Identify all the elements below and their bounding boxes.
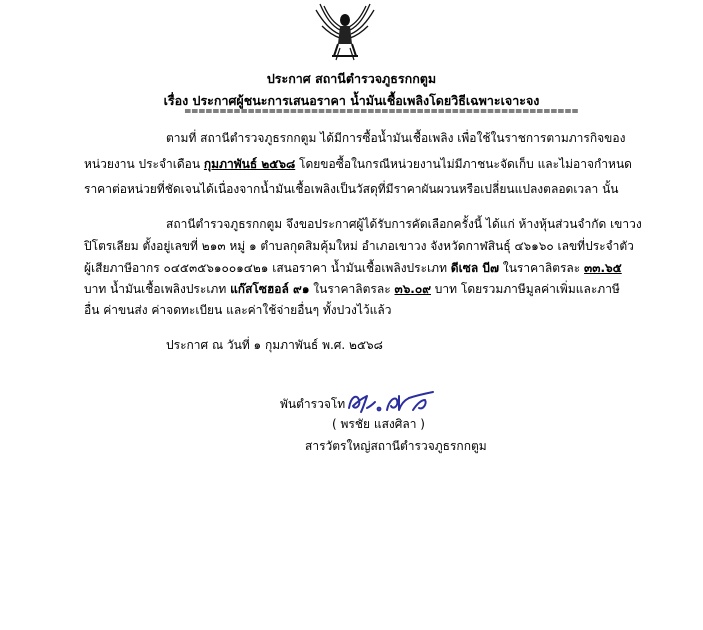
gasohol-price: ๓๖.๐๙ xyxy=(394,282,431,296)
announcement-subject: เรื่อง ประกาศผู้ชนะการเสนอราคา น้ำมันเชื้อเพลิงโดยวิธีเฉพาะเจาะจง xyxy=(163,93,540,108)
para1-line1: ตามที่ สถานีตำรวจภูธรกกตูม ได้มีการซื้อน้ำมันเชื้อเพลิง เพื่อใช้ในราชการตามภารกิจของ xyxy=(166,131,626,145)
para2-line4-pre: บาท น้ำมันเชื้อเพลิงประเภท xyxy=(84,282,231,296)
signatory-position: สารวัตรใหญ่สถานีตำรวจภูธรกกตูม xyxy=(305,439,487,453)
para2-line3 xyxy=(84,260,622,276)
handwritten-signature-icon xyxy=(343,386,443,418)
para2-line5: อื่น ค่าขนส่ง ค่าจดทะเบียน และค่าใช้จ่ายอื่นๆ ทั้งปวงไว้แล้ว xyxy=(84,303,392,317)
para1-line3: ราคาต่อหน่วยที่ชัดเจนได้เนื่องจากน้ำมันเชื้อเพลิงเป็นวัสดุที่มีราคาผันผวนหรือเปลี่ยนแปลงตลอดเวลา นั้น xyxy=(84,182,619,196)
month-highlight: กุมภาพันธ์ ๒๕๖๘ xyxy=(203,157,296,171)
para1-line2-post: โดยขอซื้อในกรณีหน่วยงานไม่มีภาชนะจัดเก็บ และไม่อาจกำหนด xyxy=(295,157,632,171)
para2-line3-mid: ในราคาลิตรละ xyxy=(499,261,585,275)
separator-line: ======================================================== xyxy=(184,107,579,117)
diesel-price: ๓๓.๖๕ xyxy=(584,261,622,275)
diesel-fuel-type: ดีเซล บี๗ xyxy=(450,261,500,275)
announcement-date: ประกาศ ณ วันที่ ๑ กุมภาพันธ์ พ.ศ. ๒๕๖๘ xyxy=(166,338,383,352)
gasohol-fuel-type: แก๊สโซฮอล์ ๙๑ xyxy=(230,282,310,296)
announcement-title: ประกาศ สถานีตำรวจภูธรกกตูม xyxy=(266,71,437,86)
para2-line4-mid: ในราคาลิตรละ xyxy=(309,282,395,296)
para1-line2-pre: หน่วยงาน ประจำเดือน xyxy=(84,157,204,171)
para2-line4-post: บาท โดยรวมภาษีมูลค่าเพิ่มและภาษี xyxy=(430,282,620,296)
signatory-printed-name: ( พรชัย แสงศิลา ) xyxy=(332,417,425,431)
para1-line2 xyxy=(84,156,632,172)
para2-line1: สถานีตำรวจภูธรกกตูม จึงขอประกาศผู้ได้รับการคัดเลือกครั้งนี้ ได้แก่ ห้างหุ้นส่วนจำกัด เขาวง xyxy=(166,217,642,231)
para2-line4 xyxy=(84,281,620,297)
para2-line2: ปิโตรเลียม ตั้งอยู่เลขที่ ๒๑๓ หมู่ ๑ ตำบลกุดสิมคุ้มใหม่ อำเภอเขาวง จังหวัดกาฬสินธุ์ ๔๖๑๖๐ เลขที่ประจำตัว xyxy=(84,239,634,253)
garuda-emblem-icon xyxy=(310,0,380,62)
para2-line3-pre: ผู้เสียภาษีอากร ๐๔๕๓๕๖๑๐๐๑๔๒๑ เสนอราคา น้ำมันเชื้อเพลิงประเภท xyxy=(84,261,451,275)
signatory-rank: พันตำรวจโท xyxy=(280,397,346,411)
